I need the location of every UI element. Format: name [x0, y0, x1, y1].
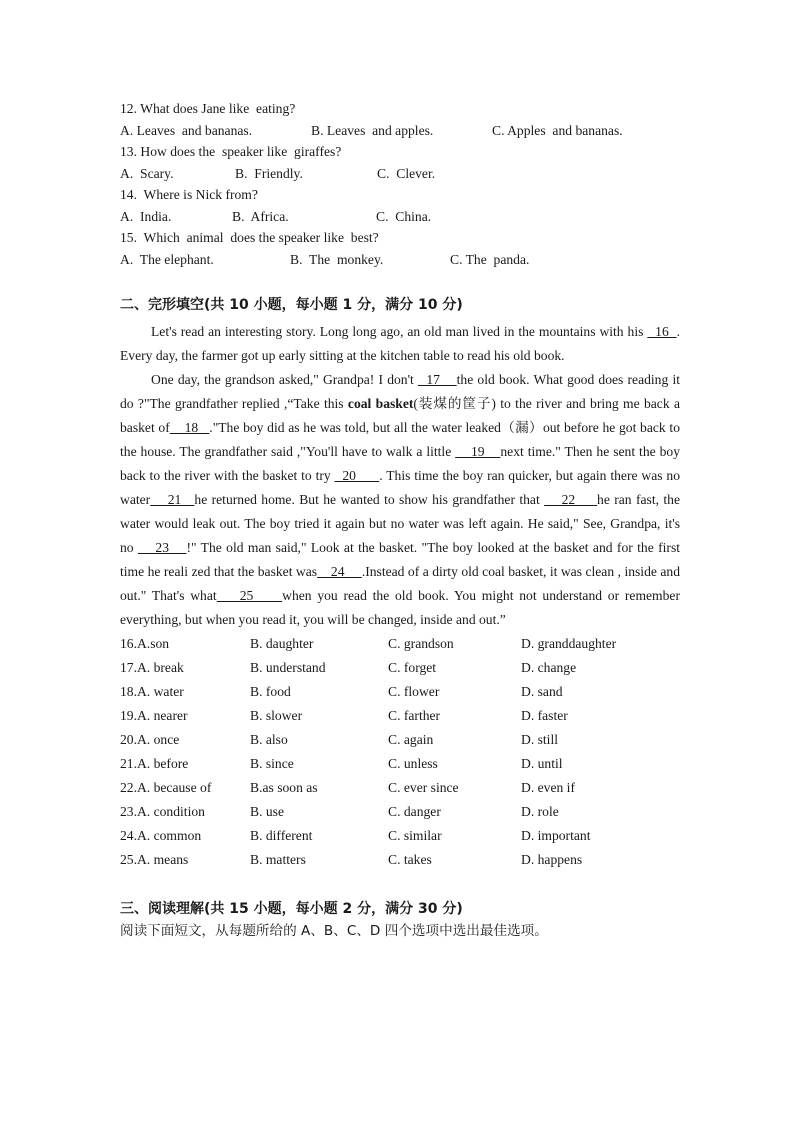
option-18-c: C. flower — [388, 684, 440, 699]
question-15: 15. Which animal does the speaker like best? — [120, 230, 379, 245]
option-c: C. Apples and bananas. — [492, 122, 623, 138]
option-16-d: D. granddaughter — [521, 636, 617, 651]
option-22-b: B.as soon as — [250, 780, 318, 795]
blank-20: 20 — [334, 468, 380, 483]
option-16-a: 16.A.son — [120, 636, 170, 651]
option-19-b: B. slower — [250, 708, 303, 723]
text: he returned home. But he wanted to show his grandfather that — [194, 492, 545, 507]
option-24-d: D. important — [521, 828, 591, 843]
text: next time." Then he sent the boy back to the river with the basket to try — [120, 444, 680, 483]
option-21-a: 21.A. before — [120, 756, 189, 771]
option-17-a: 17.A. break — [120, 660, 184, 675]
section-2-heading: 二、完形填空(共 10 小题，每小题 1 分，满分 10 分) — [120, 297, 463, 313]
option-25-c: C. takes — [388, 852, 432, 867]
text: . This time the boy ran quicker, but again there was no water — [120, 468, 681, 507]
text: Let's read an interesting story. Long long ago, an old man lived in the mountains with his — [151, 324, 648, 339]
option-21-b: B. since — [250, 756, 294, 771]
option-17-d: D. change — [521, 660, 577, 675]
option-22-c: C. ever since — [388, 780, 459, 795]
option-17-b: B. understand — [250, 660, 326, 675]
option-21-d: D. until — [521, 756, 563, 771]
option-25-b: B. matters — [250, 852, 306, 867]
option-19-c: C. farther — [388, 708, 441, 723]
option-18-d: D. sand — [521, 684, 563, 699]
question-12: 12. What does Jane like eating? — [120, 101, 296, 116]
option-23-b: B. use — [250, 804, 284, 819]
blank-23: 23 — [137, 540, 187, 555]
option-a: A. Leaves and bananas. — [120, 122, 253, 138]
option-20-a: 20.A. once — [120, 732, 180, 747]
question-12-options — [120, 120, 680, 142]
option-20-d: D. still — [521, 732, 559, 747]
option-a: A. Scary. — [120, 165, 174, 181]
option-c: C. The panda. — [450, 251, 530, 267]
option-23-a: 23.A. condition — [120, 804, 205, 819]
option-25-d: D. happens — [521, 852, 583, 867]
blank-21: 21 — [150, 492, 195, 507]
question-14-options — [120, 206, 680, 228]
option-21-c: C. unless — [388, 756, 438, 771]
option-b: B. Africa. — [232, 208, 289, 224]
bold-term: coal basket — [347, 396, 414, 411]
option-c: C. Clever. — [377, 165, 436, 181]
option-24-b: B. different — [250, 828, 313, 843]
section-3-heading: 三、阅读理解(共 15 小题，每小题 2 分，满分 30 分) — [120, 901, 463, 917]
option-19-a: 19.A. nearer — [120, 708, 188, 723]
option-24-a: 24.A. common — [120, 828, 202, 843]
listening-block — [120, 98, 680, 270]
text: ."The boy did as he was told, but all the water leaked（漏）out before he got back to the house. The grandfather said ,"You'll have to walk a little — [120, 420, 680, 459]
option-b: B. The monkey. — [290, 251, 384, 267]
blank-17: 17 — [417, 372, 457, 387]
exam-page — [120, 98, 680, 942]
option-16-c: C. grandson — [388, 636, 454, 651]
option-22-d: D. even if — [521, 780, 575, 795]
text: !" The old man said," Look at the basket. "The boy looked at the basket and for the first time he reali zed that the basket was — [120, 540, 681, 579]
option-c: C. China. — [376, 208, 432, 224]
question-13-options — [120, 163, 680, 185]
text: the old book. What good does reading it do ?"The grandfather replied ,“Take this — [120, 372, 681, 411]
blank-18: 18 — [169, 420, 210, 435]
text: (装煤的筐子) to the river and bring me back a basket of — [120, 396, 680, 435]
text: when you read the old book. You might not understand or remember everything, but when you read it, you will be changed, inside and out.” — [120, 588, 680, 627]
option-18-b: B. food — [250, 684, 291, 699]
option-18-a: 18.A. water — [120, 684, 184, 699]
blank-19: 19 — [455, 444, 501, 459]
option-20-c: C. again — [388, 732, 434, 747]
text: .Instead of a dirty old coal basket, it was clean , inside and out." That's what — [120, 564, 681, 603]
question-15-options — [120, 249, 680, 271]
blank-24: 24 — [317, 564, 362, 579]
blank-16: 16 — [647, 324, 677, 339]
option-b: B. Leaves and apples. — [311, 122, 434, 138]
option-19-d: D. faster — [521, 708, 568, 723]
option-b: B. Friendly. — [235, 165, 303, 181]
option-a: A. India. — [120, 208, 172, 224]
cloze-paragraph-2 — [120, 368, 680, 632]
option-16-b: B. daughter — [250, 636, 314, 651]
cloze-options — [120, 632, 680, 872]
option-23-c: C. danger — [388, 804, 441, 819]
option-17-c: C. forget — [388, 660, 437, 675]
option-25-a: 25.A. means — [120, 852, 189, 867]
text: he ran fast, the water would leak out. The boy tried it again but no water was left again. He said," See, Grandpa, it's no — [120, 492, 680, 555]
text: One day, the grandson asked," Grandpa! I don't — [151, 372, 418, 387]
option-22-a: 22.A. because of — [120, 780, 212, 795]
option-20-b: B. also — [250, 732, 288, 747]
blank-22: 22 — [544, 492, 598, 507]
option-24-c: C. similar — [388, 828, 442, 843]
text: . Every day, the farmer got up early sitting at the kitchen table to read his old book. — [120, 324, 680, 363]
question-13: 13. How does the speaker like giraffes? — [120, 144, 342, 159]
section-3-instruction: 阅读下面短文，从每题所给的 A、B、C、D 四个选项中选出最佳选项。 — [120, 923, 548, 939]
option-a: A. The elephant. — [120, 251, 214, 267]
option-23-d: D. role — [521, 804, 559, 819]
blank-25: 25 — [216, 588, 283, 603]
question-14: 14. Where is Nick from? — [120, 187, 258, 202]
cloze-paragraph-1 — [120, 320, 680, 368]
